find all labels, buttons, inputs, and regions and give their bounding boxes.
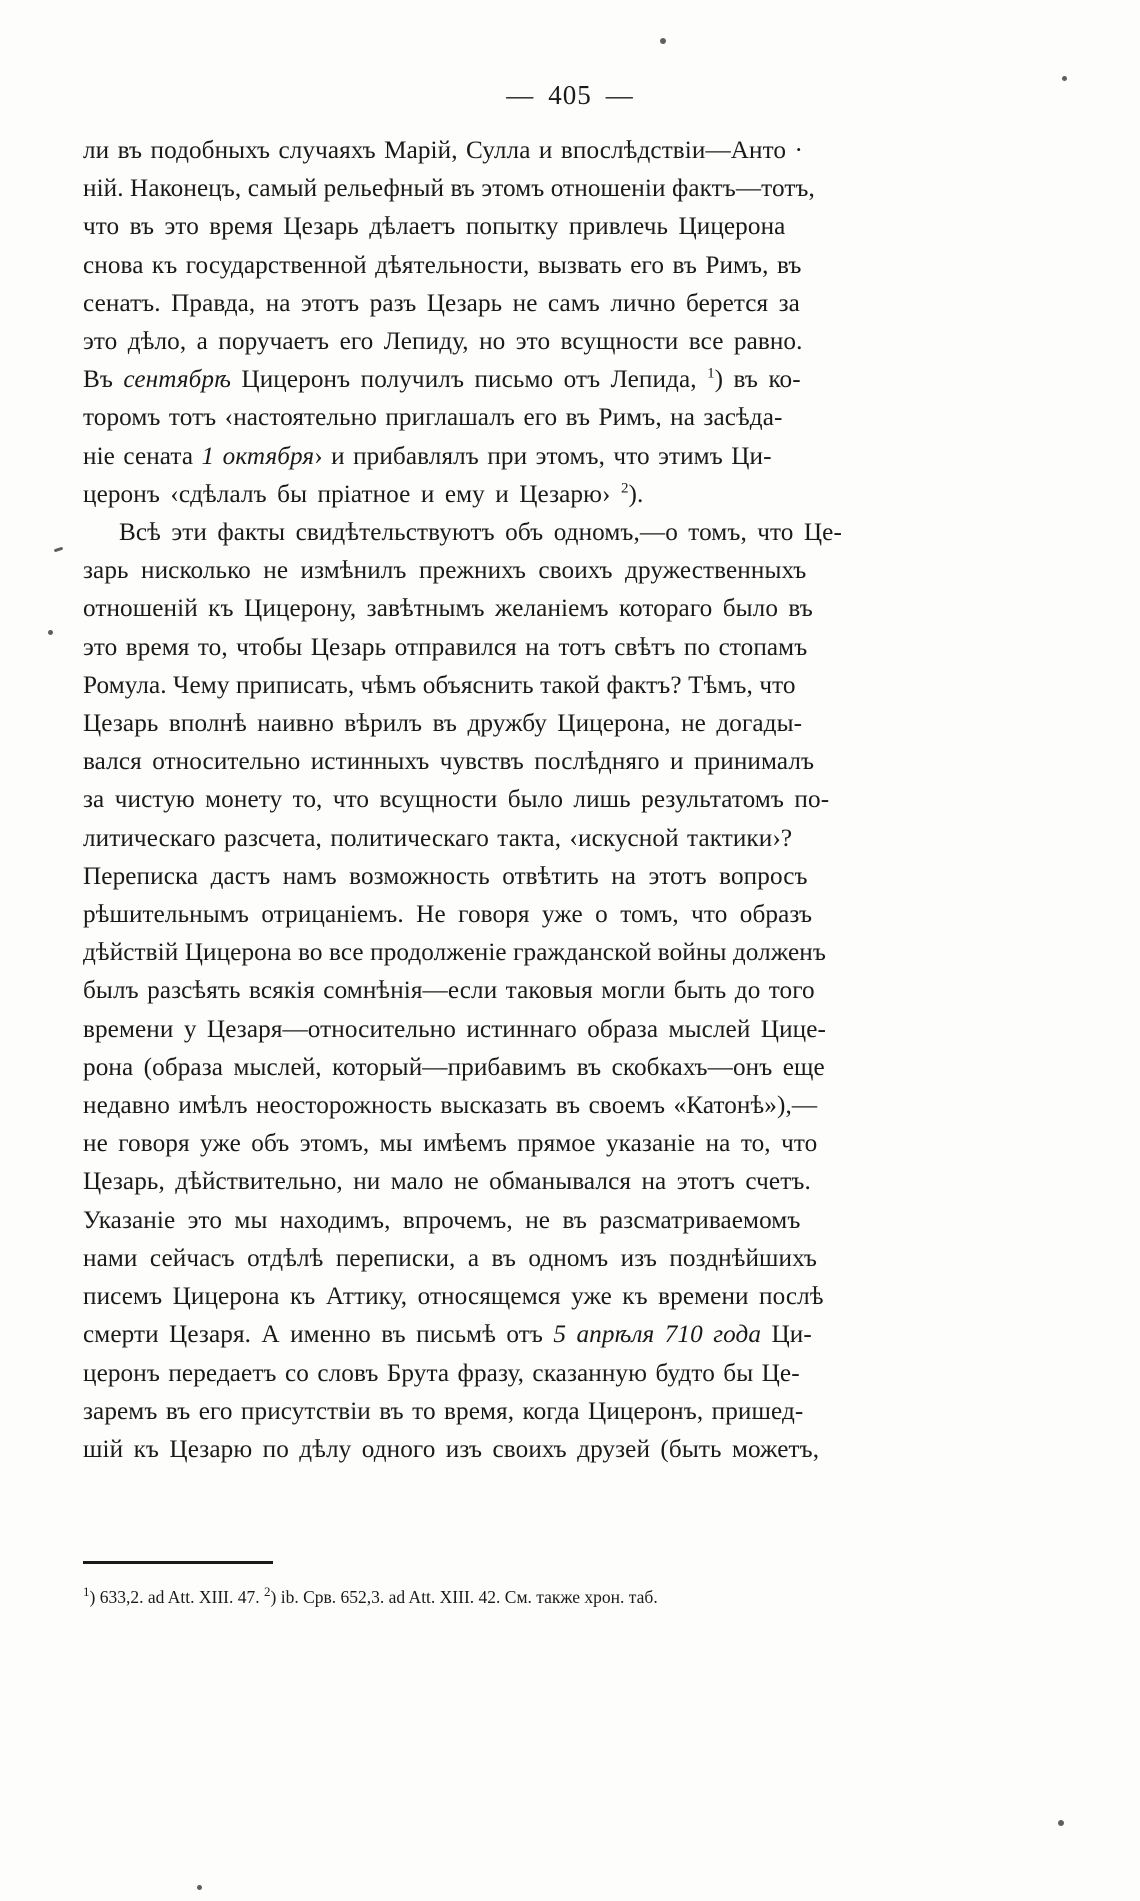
- text-line-content: Ци-: [761, 1321, 812, 1349]
- text-line-content: писемъ Цицерона къ Аттику, относящемся уже къ времени послѣ: [83, 1283, 824, 1311]
- text-line: [83, 1049, 1058, 1087]
- text-line: [83, 590, 1058, 628]
- text-line: [83, 247, 1058, 285]
- text-line-content: это дѣло, а поручаетъ его Лепиду, но это всущности все равно.: [83, 328, 803, 356]
- page-number: [0, 80, 1140, 111]
- text-line-content: Цезарь, дѣйствительно, ни мало не обманывался на этотъ счетъ.: [83, 1168, 811, 1196]
- scan-speck: [48, 630, 53, 635]
- text-emphasis-september: сентябрѣ: [123, 366, 232, 394]
- text-line-content: Цицеронъ получилъ письмо отъ Лепида,: [231, 366, 708, 394]
- footnote-separator: [83, 1561, 273, 1564]
- text-line: [83, 1316, 1058, 1354]
- text-line-content: ) въ ко-: [714, 366, 801, 394]
- text-line-content: времени у Цезаря—относительно истиннаго образа мыслей Цице-: [83, 1015, 827, 1043]
- text-line: [83, 1011, 1058, 1049]
- text-line: [83, 667, 1058, 705]
- text-line-content: › и прибавлялъ при этомъ, что этимъ Ци-: [314, 442, 772, 470]
- text-line-content: не говоря уже объ этомъ, мы имѣемъ прямое указаніе на то, что: [83, 1130, 818, 1158]
- text-line: [83, 858, 1058, 896]
- text-line: [83, 934, 1058, 972]
- text-line-content: за чистую монету то, что всущности было лишь результатомъ по-: [83, 786, 830, 814]
- text-line-content: Переписка дастъ намъ возможность отвѣтить на этотъ вопросъ: [83, 862, 808, 890]
- text-line-content: вался относительно истинныхъ чувствъ послѣдняго и принималъ: [83, 748, 815, 776]
- page-number-dash-right: —: [605, 80, 634, 110]
- text-line: [83, 896, 1058, 934]
- text-line-content: зарь нисколько не измѣнилъ прежнихъ своихъ дружественныхъ: [83, 557, 807, 585]
- page-number-dash-left: —: [506, 80, 535, 110]
- text-line-content: литическаго разсчета, политическаго такта, ‹искусной тактики›?: [83, 824, 793, 852]
- footnote-block: [83, 1585, 1058, 1609]
- footnote-text-1: ) 633,2. ad Att. XIII. 47.: [89, 1587, 264, 1607]
- text-line: [83, 552, 1058, 590]
- text-line: [83, 1240, 1058, 1278]
- footnote-ref-1[interactable]: 1: [707, 365, 715, 382]
- text-line-content: смерти Цезаря. А именно въ письмѣ отъ: [83, 1321, 554, 1349]
- text-line-content: Цезарь вполнѣ наивно вѣрилъ въ дружбу Цицерона, не догады-: [83, 710, 803, 738]
- scan-speck: [660, 38, 666, 44]
- footnote-marker-2: 2: [264, 1584, 271, 1600]
- scan-speck: [197, 1885, 202, 1890]
- text-line-content: снова къ государственной дѣятельности, вызвать его въ Римъ, въ: [83, 251, 802, 279]
- text-line: [83, 1393, 1058, 1431]
- text-line-content: ).: [628, 480, 644, 508]
- text-line: [83, 170, 1058, 208]
- text-line: [83, 743, 1058, 781]
- text-line-content: церонъ передаетъ со словъ Брута фразу, сказанную будто бы Це-: [83, 1359, 800, 1387]
- text-line-content: рона (образа мыслей, который—прибавимъ въ скобкахъ—онъ еще: [83, 1053, 825, 1081]
- text-line: [83, 972, 1058, 1010]
- text-line-content: Ромула. Чему приписать, чѣмъ объяснить такой фактъ? Тѣмъ, что: [83, 671, 796, 699]
- footnote-text-2: ) ib. Срв. 652,3. ad Att. XIII. 42. См. также хрон. таб.: [270, 1587, 658, 1607]
- text-line: [83, 361, 1058, 399]
- text-line: [83, 1202, 1058, 1240]
- text-line-content: это время то, чтобы Цезарь отправился на тотъ свѣтъ по стопамъ: [83, 633, 808, 661]
- text-line: [83, 1355, 1058, 1393]
- text-line: [83, 1431, 1058, 1469]
- text-line-content: рѣшительнымъ отрицаніемъ. Не говоря уже о томъ, что образъ: [83, 901, 813, 929]
- text-line-content: сенатъ. Правда, на этотъ разъ Цезарь не самъ лично берется за: [83, 289, 800, 317]
- text-line: [83, 132, 1058, 170]
- text-line: [83, 285, 1058, 323]
- text-line: [83, 438, 1058, 476]
- text-line-content: Указаніе это мы находимъ, впрочемъ, не въ разсматриваемомъ: [83, 1206, 801, 1234]
- text-line: [83, 629, 1058, 667]
- text-line: [83, 323, 1058, 361]
- page-number-value: 405: [548, 80, 592, 110]
- text-line-content: ли въ подобныхъ случаяхъ Марій, Сулла и впослѣдствіи—Анто ·: [83, 137, 803, 164]
- text-line-content: ніе сената: [83, 442, 202, 470]
- text-line-content: Всѣ эти факты свидѣтельствуютъ объ одномъ,—о томъ, что Це-: [119, 519, 842, 547]
- text-line-content: заремъ въ его присутствіи въ то время, когда Цицеронъ, пришед-: [83, 1397, 804, 1425]
- text-line: [83, 1163, 1058, 1201]
- text-emphasis-date-october: 1 октября: [201, 442, 315, 470]
- scan-speck: [1058, 1820, 1064, 1826]
- text-line: [83, 820, 1058, 858]
- text-line: [83, 399, 1058, 437]
- text-line-content: былъ разсѣять всякія сомнѣнія—если таковыя могли быть до того: [83, 977, 815, 1005]
- text-line-content: что въ это время Цезарь дѣлаетъ попытку привлечь Цицерона: [83, 213, 786, 241]
- text-line: [83, 781, 1058, 819]
- footnote-ref-2[interactable]: 2: [620, 480, 629, 497]
- text-line: [83, 208, 1058, 246]
- text-line-content: недавно имѣлъ неосторожность высказать въ своемъ «Катонѣ»),—: [83, 1092, 818, 1120]
- text-line-content: шій къ Цезарю по дѣлу одного изъ своихъ друзей (быть можетъ,: [83, 1435, 820, 1463]
- text-line-content: дѣйствій Цицерона во все продолженіе гражданской войны долженъ: [83, 939, 826, 967]
- body-text: [83, 132, 1058, 1469]
- text-line: [83, 476, 1058, 514]
- footnote-marker-1: 1: [83, 1584, 90, 1600]
- text-line: [83, 1278, 1058, 1316]
- text-line-content: нами сейчасъ отдѣлѣ переписки, а въ одномъ изъ позднѣйшихъ: [83, 1244, 817, 1272]
- text-line: [83, 1125, 1058, 1163]
- text-line-content: церонъ ‹сдѣлалъ бы пріатное и ему и Цезарю›: [83, 480, 621, 508]
- text-line: [83, 705, 1058, 743]
- text-line: [83, 1087, 1058, 1125]
- text-line-content: ній. Наконецъ, самый рельефный въ этомъ отношеніи фактъ—тотъ,: [83, 175, 815, 203]
- text-line-content: отношеній къ Цицерону, завѣтнымъ желаніемъ котораго было въ: [83, 595, 813, 623]
- scan-speck: [54, 547, 63, 553]
- text-emphasis-date-april: 5 апрѣля 710 года: [553, 1321, 762, 1349]
- text-line-content: торомъ тотъ ‹настоятельно приглашалъ его въ Римъ, на засѣда-: [83, 404, 783, 432]
- text-line: [83, 514, 1058, 552]
- text-line-content: Въ: [83, 366, 124, 394]
